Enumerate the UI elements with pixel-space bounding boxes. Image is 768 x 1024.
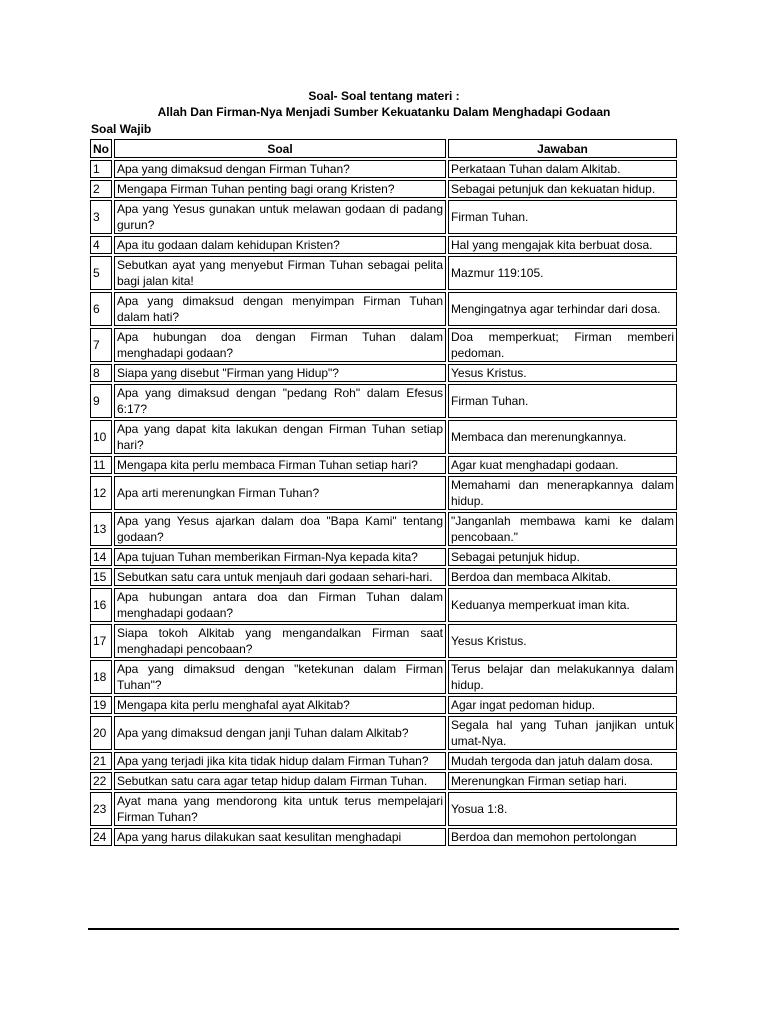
answer-cell: Memahami dan menerapkannya dalam hidup.	[448, 476, 677, 510]
question-cell: Apa yang dimaksud dengan Firman Tuhan?	[114, 160, 446, 178]
row-number: 3	[90, 200, 112, 234]
row-number: 13	[90, 512, 112, 546]
table-row	[90, 828, 677, 846]
answer-cell: Membaca dan merenungkannya.	[448, 420, 677, 454]
question-cell: Siapa tokoh Alkitab yang mengandalkan Firman saat menghadapi pencobaan?	[114, 624, 446, 658]
question-cell: Apa arti merenungkan Firman Tuhan?	[114, 476, 446, 510]
table-row	[90, 456, 677, 474]
table-row	[90, 476, 677, 510]
row-number: 8	[90, 364, 112, 382]
answer-cell: Berdoa dan memohon pertolongan	[448, 828, 677, 846]
document-title: Soal- Soal tentang materi :	[308, 89, 460, 103]
answer-cell: "Janganlah membawa kami ke dalam pencobaan."	[448, 512, 677, 546]
answer-cell: Doa memperkuat; Firman memberi pedoman.	[448, 328, 677, 362]
question-cell: Apa itu godaan dalam kehidupan Kristen?	[114, 236, 446, 254]
table-row	[90, 384, 677, 418]
row-number: 23	[90, 792, 112, 826]
row-number: 19	[90, 696, 112, 714]
question-cell: Mengapa Firman Tuhan penting bagi orang Kristen?	[114, 180, 446, 198]
question-cell: Sebutkan satu cara agar tetap hidup dalam Firman Tuhan.	[114, 772, 446, 790]
row-number: 14	[90, 548, 112, 566]
table-row	[90, 772, 677, 790]
question-cell: Siapa yang disebut "Firman yang Hidup"?	[114, 364, 446, 382]
table-row	[90, 568, 677, 586]
table-row	[90, 180, 677, 198]
question-cell: Apa yang dimaksud dengan "pedang Roh" dalam Efesus 6:17?	[114, 384, 446, 418]
table-row	[90, 256, 677, 290]
table-header-row	[90, 139, 677, 158]
table-row	[90, 160, 677, 178]
answer-cell: Perkataan Tuhan dalam Alkitab.	[448, 160, 677, 178]
row-number: 11	[90, 456, 112, 474]
table-row	[90, 792, 677, 826]
answer-cell: Firman Tuhan.	[448, 200, 677, 234]
section-label: Soal Wajib	[91, 122, 152, 136]
row-number: 16	[90, 588, 112, 622]
table-row	[90, 420, 677, 454]
column-header-soal: Soal	[114, 139, 446, 158]
question-cell: Apa yang dimaksud dengan janji Tuhan dalam Alkitab?	[114, 716, 446, 750]
table-row	[90, 548, 677, 566]
table-row	[90, 364, 677, 382]
answer-cell: Merenungkan Firman setiap hari.	[448, 772, 677, 790]
table-row	[90, 624, 677, 658]
question-cell: Apa yang dimaksud dengan "ketekunan dalam Firman Tuhan"?	[114, 660, 446, 694]
question-cell: Apa yang Yesus gunakan untuk melawan godaan di padang gurun?	[114, 200, 446, 234]
answer-cell: Sebagai petunjuk dan kekuatan hidup.	[448, 180, 677, 198]
row-number: 9	[90, 384, 112, 418]
question-cell: Mengapa kita perlu membaca Firman Tuhan setiap hari?	[114, 456, 446, 474]
question-cell: Apa yang dapat kita lakukan dengan Firman Tuhan setiap hari?	[114, 420, 446, 454]
answer-cell: Hal yang mengajak kita berbuat dosa.	[448, 236, 677, 254]
question-cell: Apa hubungan doa dengan Firman Tuhan dalam menghadapi godaan?	[114, 328, 446, 362]
table-row	[90, 236, 677, 254]
question-cell: Apa yang Yesus ajarkan dalam doa "Bapa Kami" tentang godaan?	[114, 512, 446, 546]
row-number: 10	[90, 420, 112, 454]
question-cell: Ayat mana yang mendorong kita untuk terus mempelajari Firman Tuhan?	[114, 792, 446, 826]
answer-cell: Mudah tergoda dan jatuh dalam dosa.	[448, 752, 677, 770]
row-number: 5	[90, 256, 112, 290]
answer-cell: Agar ingat pedoman hidup.	[448, 696, 677, 714]
answer-cell: Terus belajar dan melakukannya dalam hidup.	[448, 660, 677, 694]
question-table	[88, 137, 679, 848]
answer-cell: Mazmur 119:105.	[448, 256, 677, 290]
row-number: 7	[90, 328, 112, 362]
answer-cell: Keduanya memperkuat iman kita.	[448, 588, 677, 622]
row-number: 22	[90, 772, 112, 790]
table-row	[90, 588, 677, 622]
row-number: 18	[90, 660, 112, 694]
row-number: 2	[90, 180, 112, 198]
question-table-container	[88, 137, 679, 930]
table-row	[90, 512, 677, 546]
column-header-no: No	[90, 139, 112, 158]
row-number: 6	[90, 292, 112, 326]
column-header-jawaban: Jawaban	[448, 139, 677, 158]
table-row	[90, 328, 677, 362]
question-cell: Sebutkan satu cara untuk menjauh dari godaan sehari-hari.	[114, 568, 446, 586]
answer-cell: Mengingatnya agar terhindar dari dosa.	[448, 292, 677, 326]
question-cell: Apa yang dimaksud dengan menyimpan Firman Tuhan dalam hati?	[114, 292, 446, 326]
question-cell: Apa yang harus dilakukan saat kesulitan menghadapi	[114, 828, 446, 846]
row-number: 24	[90, 828, 112, 846]
answer-cell: Agar kuat menghadapi godaan.	[448, 456, 677, 474]
document-subtitle: Allah Dan Firman-Nya Menjadi Sumber Kekuatanku Dalam Menghadapi Godaan	[157, 105, 611, 119]
row-number: 17	[90, 624, 112, 658]
answer-cell: Yesus Kristus.	[448, 624, 677, 658]
answer-cell: Yosua 1:8.	[448, 792, 677, 826]
answer-cell: Segala hal yang Tuhan janjikan untuk umat-Nya.	[448, 716, 677, 750]
answer-cell: Firman Tuhan.	[448, 384, 677, 418]
table-row	[90, 696, 677, 714]
row-number: 12	[90, 476, 112, 510]
question-cell: Apa yang terjadi jika kita tidak hidup dalam Firman Tuhan?	[114, 752, 446, 770]
answer-cell: Yesus Kristus.	[448, 364, 677, 382]
row-number: 20	[90, 716, 112, 750]
answer-cell: Sebagai petunjuk hidup.	[448, 548, 677, 566]
question-cell: Apa tujuan Tuhan memberikan Firman-Nya kepada kita?	[114, 548, 446, 566]
question-cell: Mengapa kita perlu menghafal ayat Alkitab?	[114, 696, 446, 714]
table-row	[90, 660, 677, 694]
row-number: 15	[90, 568, 112, 586]
row-number: 21	[90, 752, 112, 770]
row-number: 4	[90, 236, 112, 254]
row-number: 1	[90, 160, 112, 178]
table-row	[90, 200, 677, 234]
table-row	[90, 292, 677, 326]
table-row	[90, 752, 677, 770]
question-cell: Apa hubungan antara doa dan Firman Tuhan dalam menghadapi godaan?	[114, 588, 446, 622]
table-row	[90, 716, 677, 750]
question-cell: Sebutkan ayat yang menyebut Firman Tuhan sebagai pelita bagi jalan kita!	[114, 256, 446, 290]
answer-cell: Berdoa dan membaca Alkitab.	[448, 568, 677, 586]
